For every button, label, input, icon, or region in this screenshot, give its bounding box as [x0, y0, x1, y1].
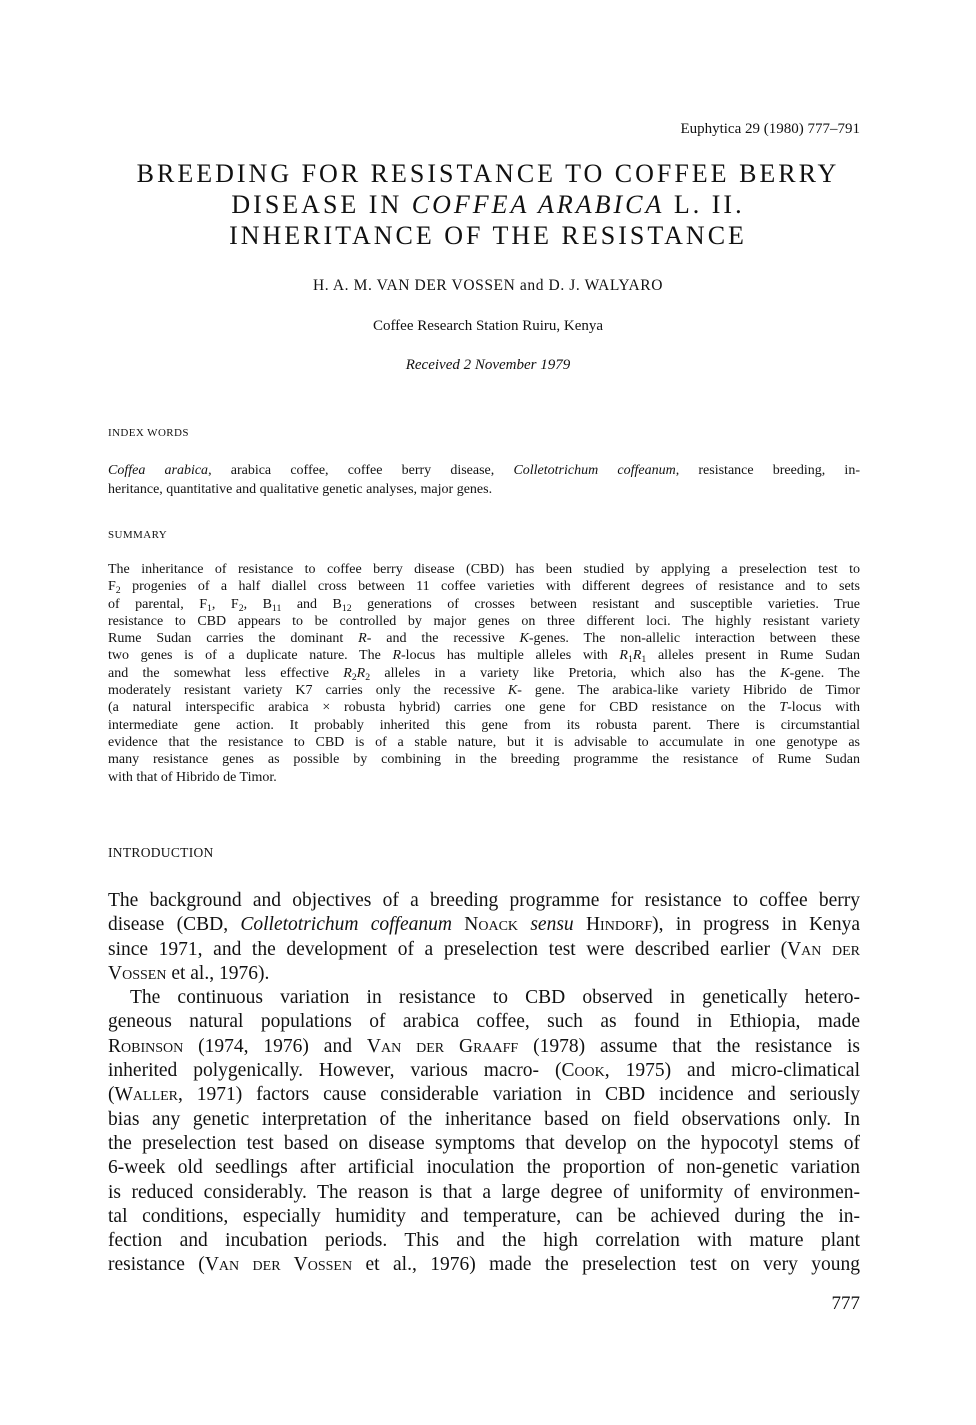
index-words-heading: INDEX WORDS: [108, 427, 189, 439]
title-species: COFFEA ARABICA: [411, 190, 665, 219]
title-line-1: BREEDING FOR RESISTANCE TO COFFEE BERRY: [136, 159, 840, 188]
introduction-heading: INTRODUCTION: [108, 845, 214, 860]
summary-abstract: The inheritance of resistance to coffee berry disease (CBD) has been studied by applying a preselection test to $F_2$ progenies of a half diallel cross between 11 coffee varieties with different degrees of resistance and to sets of parental, $F_1$, $F_2$, $B_{11}$ and $B_{12}$ generations of crosses between resistant and susceptible varieties. True resistance to CBD appears to be controlled by major genes on three different loci. The highly resistant variety Rume Sudan carries the dominant R- and the recessive K-genes. The non-allelic interaction between these two genes is of a duplicate nature. The R-locus has multiple alleles with $R_1R_1$ alleles present in Rume Sudan and the somewhat less effective $R_2R_2$ alleles in a variety like Pretoria, which also has the K-gene. The moderately resistant variety K7 carries only the recessive K- gene. The arabica-like variety Hibrido de Timor (a natural interspecific arabica × robusta hybrid) carries one gene for CBD resistance on the T-locus with intermediate gene action. It probably inherited this gene from its robusta parent. There is circumstantial evidence that the resistance to CBD is of a stable nature, but it is advisable to accumulate in one genotype as many resistance genes as possible by combining in the breeding programme the resistance of Rume Sudan with that of Hibrido de Timor.: [108, 562, 860, 785]
summary-heading: SUMMARY: [108, 529, 168, 541]
journal-reference: Euphytica 29 (1980) 777–791: [680, 121, 860, 137]
introduction-body: The background and objectives of a breeding programme for resistance to coffee berry disease (CBD, Colletotrichum coffeanum Noack sensu Hindorf), in progress in Kenya since 1971, and the development of a preselection test were described earlier (Van der Vossen et al., 1976). The continuous variation in resistance to CBD observed in genetically hetero- geneous natural populations of arabica coffee, such as found in Ethiopia, made Robinson (1974, 1976) and Van der Graaff (1978) assume that the resistance is inherited polygenically. However, various macro- (Cook, 1975) and micro-climatical (Waller, 1971) factors cause considerable variation in CBD incidence and seriously bias any genetic interpretation of the inheritance based on field observations only. In the preselection test based on disease symptoms that develop on the hypocotyl stems of 6-week old seedlings after artificial inoculation the proportion of non-genetic variation is reduced considerably. The reason is that a large degree of uniformity of environmen- tal conditions, especially humidity and temperature, can be achieved during the in- fection and incubation periods. This and the high correlation with mature plant resistance (Van der Vossen et al., 1976) made the preselection test on very young: [108, 890, 861, 1276]
paper-title: [100, 158, 876, 251]
received-date: Received 2 November 1979: [405, 357, 571, 373]
title-line-3: INHERITANCE OF THE RESISTANCE: [229, 221, 747, 250]
title-line-2: DISEASE IN COFFEA ARABICA L. II.: [231, 190, 745, 219]
affiliation: Coffee Research Station Ruiru, Kenya: [372, 318, 604, 334]
page-number: 777: [831, 1293, 860, 1314]
authors: H. A. M. VAN DER VOSSEN and D. J. WALYARO: [312, 277, 664, 294]
index-words: Coffea arabica, arabica coffee, coffee berry disease, Colletotrichum coffeanum, resistance breeding, in- heritance, quantitative and qualitative genetic analyses, major genes.: [108, 463, 860, 497]
